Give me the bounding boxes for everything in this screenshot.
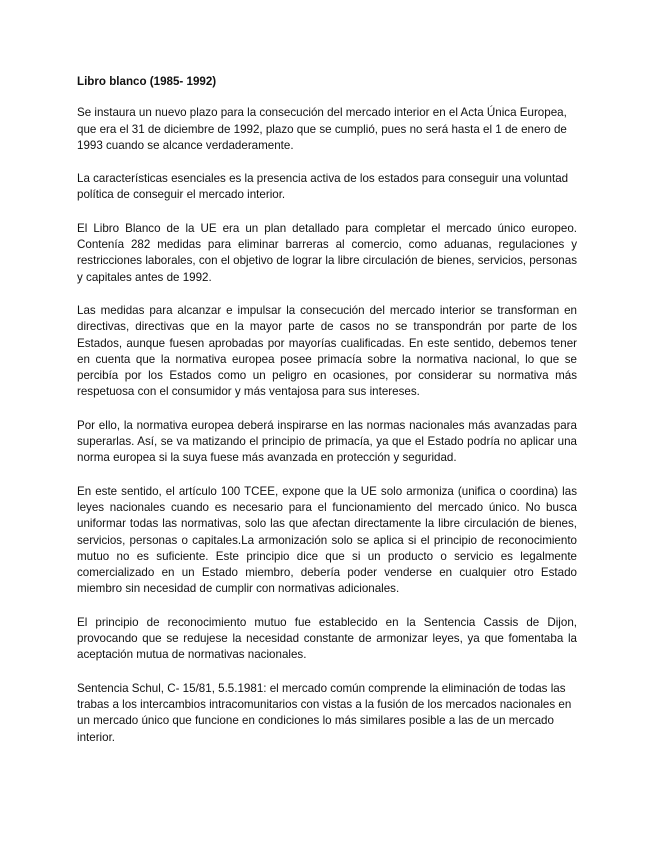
paragraph: Sentencia Schul, C- 15/81, 5.5.1981: el mercado común comprende la eliminación de todas las trabas a los intercambios intracomunitarios con vistas a la fusión de los mercados nacionales en un mercado único que funcione en condiciones lo más similares posible a las de un mercado interior. (77, 681, 572, 744)
paragraph: El Libro Blanco de la UE era un plan detallado para completar el mercado único europeo. Contenía 282 medidas para eliminar barreras al comercio, como aduanas, regulaciones y restricciones laborales, con el objetivo de lograr la libre circulación de bienes, servicios, personas y capitales antes de 1992. (77, 221, 577, 284)
paragraph: Se instaura un nuevo plazo para la consecución del mercado interior en el Acta Única Europea, que era el 31 de diciembre de 1992, plazo que se cumplió, pues no será hasta el 1 de enero de 1993 cuando se alcance verdaderamente. (77, 106, 567, 152)
paragraph: Las medidas para alcanzar e impulsar la consecución del mercado interior se transforman en directivas, directivas que en la mayor parte de casos no se transpondrán por parte de los Estados, aunque fuesen aprobadas por mayorías cualificadas. En este sentido, debemos tener en cuenta que la normativa europea posee primacía sobre la normativa nacional, lo que se percibía por los Estados como un peligro en ocasiones, por considerar su normativa más respetuosa con el consumidor y más ventajosa para sus intereses. (77, 303, 577, 399)
paragraph: El principio de reconocimiento mutuo fue establecido en la Sentencia Cassis de Dijon, provocando que se redujese la necesidad constante de armonizar leyes, ya que fomentaba la aceptación mutua de normativas nacionales. (77, 615, 577, 662)
paragraph: Por ello, la normativa europea deberá inspirarse en las normas nacionales más avanzadas para superarlas. Así, se va matizando el principio de primacía, ya que el Estado podría no aplicar una norma europea si la suya fuese más avanzada en protección y seguridad. (77, 418, 577, 465)
paragraph: En este sentido, el artículo 100 TCEE, expone que la UE solo armoniza (unifica o coordina) las leyes nacionales cuando es necesario para el funcionamiento del mercado único. No busca uniformar todas las normativas, solo las que afectan directamente la libre circulación de bienes, servicios, personas o capitales.La armonización solo se aplica si el principio de reconocimiento mutuo no es suficiente. Este principio dice que si un producto o servicio es legalmente comercializado en un Estado miembro, debería poder venderse en cualquier otro Estado miembro sin necesidad de cumplir con normativas adicionales. (77, 484, 577, 596)
paragraph: La características esenciales es la presencia activa de los estados para conseguir una voluntad política de conseguir el mercado interior. (77, 172, 569, 202)
document-body (77, 74, 577, 763)
document-title: Libro blanco (1985- 1992) (77, 75, 217, 88)
